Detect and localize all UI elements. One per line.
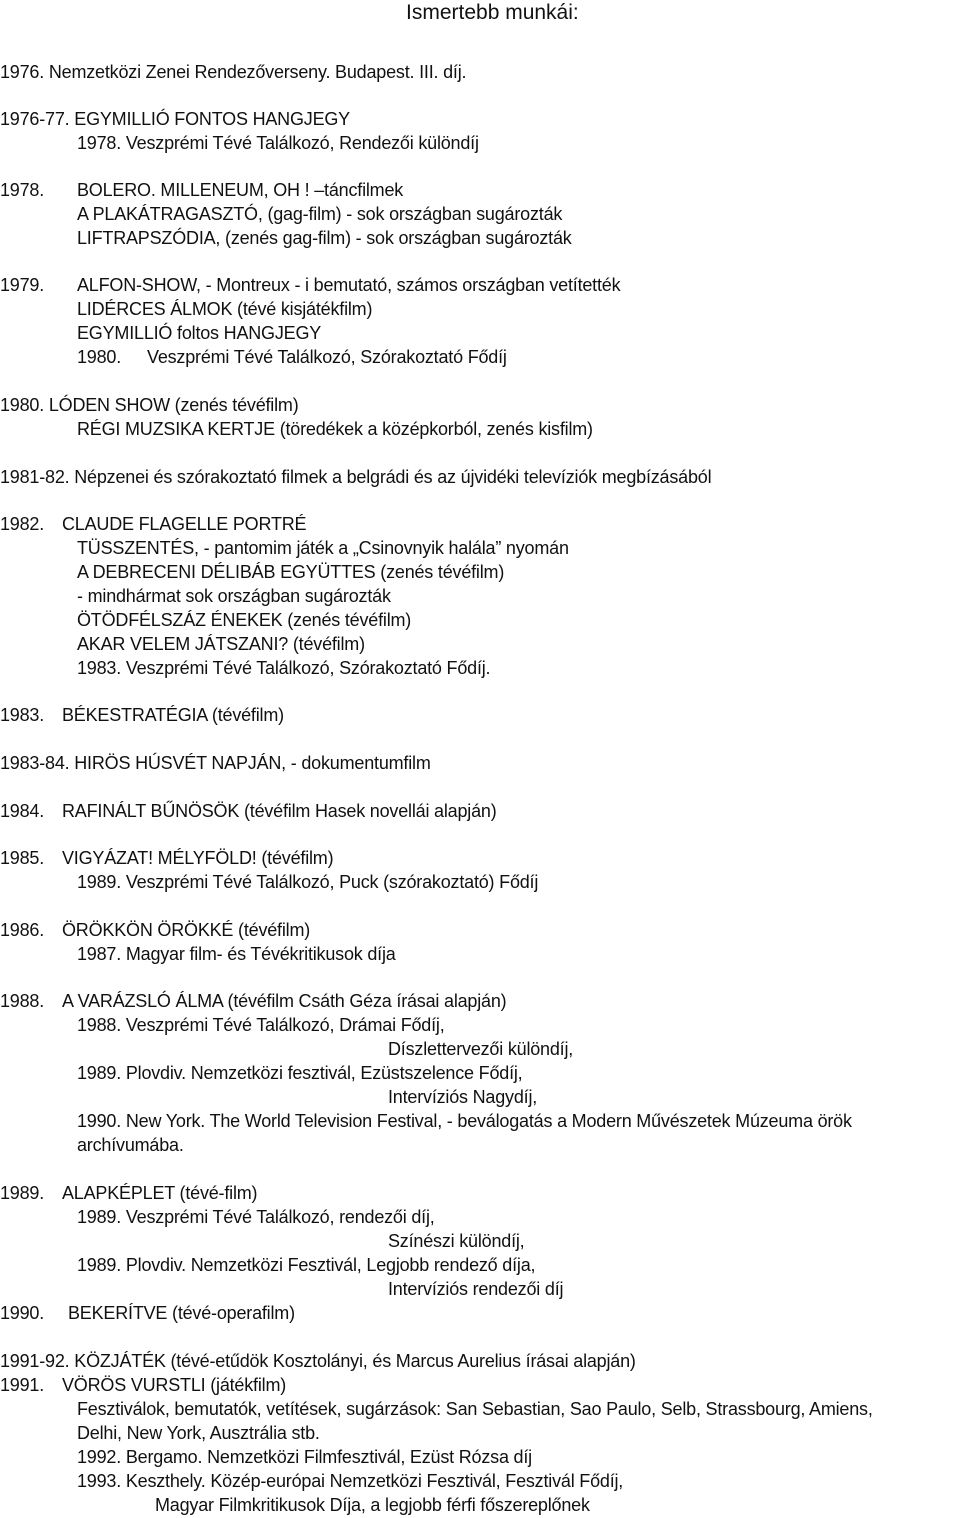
text-line: LIDÉRCES ÁLMOK (tévé kisjátékfilm): [77, 299, 373, 319]
page-heading: Ismertebb munkái:: [406, 1, 579, 24]
text-line: EGYMILLIÓ foltos HANGJEGY: [77, 323, 322, 343]
text-line: ALFON-SHOW, - Montreux - i bemutató, számos országban vetítették: [77, 275, 621, 295]
text-line: 1991-92. KÖZJÁTÉK (tévé-etűdök Kosztolányi, és Marcus Aurelius írásai alapján): [0, 1351, 636, 1371]
text-line: 1989. Plovdiv. Nemzetközi fesztivál, Ezüstszelence Fődíj,: [77, 1063, 523, 1083]
text-line: TÜSSZENTÉS, - pantomim játék a „Csinovnyik halála” nyomán: [77, 538, 569, 558]
text-line: archívumába.: [77, 1135, 184, 1155]
text-line: ALAPKÉPLET (tévé-film): [62, 1183, 258, 1203]
text-line: CLAUDE FLAGELLE PORTRÉ: [62, 514, 307, 534]
text-line: 1980.: [77, 347, 122, 367]
text-line: 1983-84. HIRÖS HÚSVÉT NAPJÁN, - dokumentumfilm: [0, 753, 431, 773]
text-line: 1978. Veszprémi Tévé Találkozó, Rendezői különdíj: [77, 133, 479, 153]
text-line: 1992. Bergamo. Nemzetközi Filmfesztivál, Ezüst Rózsa díj: [77, 1447, 532, 1467]
text-line: 1982.: [0, 514, 45, 534]
text-line: Delhi, New York, Ausztrália stb.: [77, 1423, 320, 1443]
text-line: A DEBRECENI DÉLIBÁB EGYÜTTES (zenés tévéfilm): [77, 562, 505, 582]
text-line: 1991.: [0, 1375, 45, 1395]
text-line: Színészi különdíj,: [388, 1231, 525, 1251]
text-line: 1989. Veszprémi Tévé Találkozó, Puck (szórakoztató) Fődíj: [77, 872, 539, 892]
text-line: Fesztiválok, bemutatók, vetítések, sugárzások: San Sebastian, Sao Paulo, Selb, Strassbourg, Amiens,: [77, 1399, 873, 1419]
text-line: BOLERO. MILLENEUM, OH ! –táncfilmek: [77, 180, 404, 200]
text-line: AKAR VELEM JÁTSZANI? (tévéfilm): [77, 634, 365, 654]
text-line: 1989.: [0, 1183, 45, 1203]
text-line: 1987. Magyar film- és Tévékritikusok díja: [77, 944, 396, 964]
text-line: ÖTÖDFÉLSZÁZ ÉNEKEK (zenés tévéfilm): [77, 610, 412, 630]
text-line: 1976-77. EGYMILLIÓ FONTOS HANGJEGY: [0, 109, 350, 129]
text-line: 1985.: [0, 848, 45, 868]
text-line: Intervíziós rendezői díj: [388, 1279, 564, 1299]
text-line: Magyar Filmkritikusok Díja, a legjobb férfi főszereplőnek: [155, 1495, 590, 1515]
text-line: A PLAKÁTRAGASZTÓ, (gag-film) - sok országban sugározták: [77, 204, 563, 224]
text-line: 1990.: [0, 1303, 45, 1323]
text-line: Intervíziós Nagydíj,: [388, 1087, 538, 1107]
text-line: 1990. New York. The World Television Festival, - beválogatás a Modern Művészetek Múzeuma örök: [77, 1111, 852, 1131]
text-line: 1989. Plovdiv. Nemzetközi Fesztivál, Legjobb rendező díja,: [77, 1255, 536, 1275]
text-line: - mindhármat sok országban sugározták: [77, 586, 391, 606]
text-line: 1976. Nemzetközi Zenei Rendezőverseny. Budapest. III. díj.: [0, 62, 467, 82]
text-line: Veszprémi Tévé Találkozó, Szórakoztató Fődíj: [147, 347, 507, 367]
text-line: VÖRÖS VURSTLI (játékfilm): [62, 1375, 287, 1395]
text-line: 1980. LÓDEN SHOW (zenés tévéfilm): [0, 395, 299, 415]
text-line: ÖRÖKKÖN ÖRÖKKÉ (tévéfilm): [62, 920, 311, 940]
text-line: RÉGI MUZSIKA KERTJE (töredékek a középkorból, zenés kisfilm): [77, 419, 593, 439]
text-line: VIGYÁZAT! MÉLYFÖLD! (tévéfilm): [62, 848, 334, 868]
text-line: 1979.: [0, 275, 45, 295]
text-line: LIFTRAPSZÓDIA, (zenés gag-film) - sok országban sugározták: [77, 228, 572, 248]
text-line: 1989. Veszprémi Tévé Találkozó, rendezői díj,: [77, 1207, 435, 1227]
text-line: BÉKESTRATÉGIA (tévéfilm): [62, 705, 284, 725]
text-line: RAFINÁLT BŰNÖSÖK (tévéfilm Hasek novellái alapján): [62, 801, 497, 821]
text-line: 1988. Veszprémi Tévé Találkozó, Drámai Fődíj,: [77, 1015, 445, 1035]
text-line: 1983.: [0, 705, 45, 725]
text-line: BEKERÍTVE (tévé-operafilm): [68, 1303, 295, 1323]
text-line: 1983. Veszprémi Tévé Találkozó, Szórakoztató Fődíj.: [77, 658, 491, 678]
text-line: 1986.: [0, 920, 45, 940]
text-line: A VARÁZSLÓ ÁLMA (tévéfilm Csáth Géza írásai alapján): [62, 991, 507, 1011]
text-line: 1988.: [0, 991, 45, 1011]
text-line: 1984.: [0, 801, 45, 821]
text-line: 1978.: [0, 180, 45, 200]
text-line: Díszlettervezői különdíj,: [388, 1039, 574, 1059]
text-line: 1981-82. Népzenei és szórakoztató filmek a belgrádi és az újvidéki televíziók megbízásából: [0, 467, 712, 487]
text-line: 1993. Keszthely. Közép-európai Nemzetközi Fesztivál, Fesztivál Fődíj,: [77, 1471, 624, 1491]
